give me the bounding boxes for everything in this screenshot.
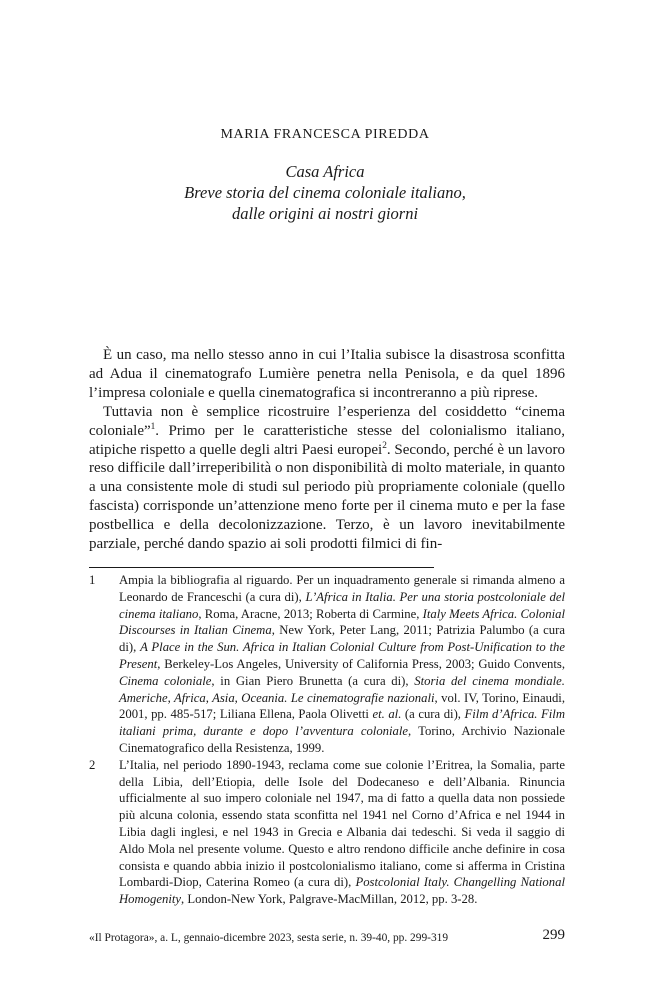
- paragraph-2: [89, 403, 565, 554]
- footnote-number: 1: [89, 573, 96, 587]
- paragraph-1: È un caso, ma nello stesso anno in cui l’Italia subisce la disastrosa sconfitta ad Adua il cinematografo Lumière penetra nella Penisola, e da quel 1896 l’impresa coloniale e quella cinematografica si incontreranno a più riprese.: [89, 347, 565, 401]
- footnote-work-title: Storia del cinema mondiale. Americhe, Africa, Asia, Oceania. Le cinematografie nazionali: [119, 673, 565, 705]
- body-text: [89, 346, 565, 554]
- footnote-number: 2: [89, 757, 96, 772]
- footnote-segment: , in Gian Piero Brunetta (a cura di),: [211, 673, 415, 688]
- footnote-work-title: Cinema coloniale: [119, 673, 212, 688]
- footnote-segment: , Torino, Archivio Nazionale Cinematografico della Resistenza, 1999.: [119, 724, 565, 755]
- footnote-text: [119, 757, 565, 908]
- footnotes: [89, 572, 565, 908]
- footnote-segment: , New York, Peter Lang, 2011; Patrizia Palumbo (a cura di),: [119, 623, 565, 655]
- author-name: MARIA FRANCESCA PIREDDA: [220, 127, 430, 142]
- paragraph-2-text-c: . Secondo, perché è un lavoro reso difficile dall’irreperibilità o non disponibilità di molto materiale, in quanto a una consistente mole di studi sul periodo più propriamente coloniale (quello fascista) corrisponde un’attenzione meno forte per il cinema muto e per la fase postbellica e della decolonizzazione. Terzo, è un lavoro inevitabilmente parziale, perché dando spazio ai soli prodotti filmici di fin-: [89, 441, 565, 553]
- footnote-1: [89, 572, 565, 757]
- running-footer: «Il Protagora», a. L, gennaio-dicembre 2023, sesta serie, n. 39-40, pp. 299-319: [89, 932, 449, 944]
- footnote-segment: , Berkeley-Los Angeles, University of California Press, 2003; Guido Convents,: [157, 656, 565, 671]
- footnote-ref-2[interactable]: 2: [382, 440, 387, 451]
- footnote-segment: Ampia la bibliografia al riguardo. Per un inquadramento generale si rimanda almeno a Leonardo de Franceschi (a cura di),: [119, 573, 565, 604]
- title-line-1: Casa Africa: [285, 162, 365, 181]
- page-number: 299: [542, 927, 565, 943]
- footnote-work-title: A Place in the Sun. Africa in Italian Colonial Culture from Post-Unification to the Present: [119, 640, 565, 671]
- footnote-segment: , London-New York, Palgrave-MacMillan, 2012, pp. 3-28.: [181, 892, 478, 907]
- footnote-work-title: Film d’Africa. Film italiani prima, durante e dopo l’avventura coloniale: [119, 707, 565, 739]
- paragraph-2-text-a: Tuttavia non è semplice ricostruire l’esperienza del cosiddetto “cinema coloniale”: [89, 403, 565, 439]
- footnote-segment: , Roma, Aracne, 2013; Roberta di Carmine,: [198, 606, 423, 621]
- footnote-ref-1[interactable]: 1: [150, 421, 156, 432]
- paragraph-2-text-b: . Primo per le caratteristiche stesse del colonialismo italiano, atipiche rispetto a quelle degli altri Paesi europei: [89, 422, 565, 458]
- footnote-divider: [89, 567, 434, 568]
- footnote-segment: , vol. IV, Torino, Einaudi, 2001, pp. 485-517; Liliana Ellena, Paola Olivetti: [119, 690, 566, 722]
- footnote-text: [119, 572, 565, 757]
- footnote-segment: (a cura di),: [401, 707, 465, 722]
- article-title: [0, 161, 650, 224]
- footnote-work-title: et. al.: [372, 707, 402, 722]
- footnote-work-title: L’Africa in Italia. Per una storia postcoloniale del cinema italiano: [119, 589, 565, 621]
- footnote-work-title: Italy Meets Africa. Colonial Discourses in Italian Cinema: [119, 606, 565, 638]
- title-line-3: dalle origini ai nostri giorni: [231, 204, 419, 223]
- footnote-work-title: Postcolonial Italy. Changelling National Homogenity: [119, 875, 565, 907]
- footnote-segment: L’Italia, nel periodo 1890-1943, reclama come sue colonie l’Eritrea, la Somalia, parte della Libia, dell’Etiopia, delle Isole del Dodecaneso e dell’Albania. Rinuncia ufficialmente al suo impero coloniale nel 1947, ma di fatto a quella data non possiede più alcuna colonia, essendo stata sconfitta nel 1941 nel Corno d’Africa e nel 1944 in Libia dagli inglesi, e nel 1943 in Grecia e Albania dai tedeschi. Si veda il saggio di Aldo Mola nel presente volume. Questo e altro rendono difficile anche definire in cosa consista e quando abbia inizio il postcolonialismo italiano, come si afferma in Cristina Lombardi-Diop, Caterina Romeo (a cura di),: [119, 757, 565, 890]
- footnote-2: [89, 757, 565, 908]
- title-line-2: Breve storia del cinema coloniale italiano,: [184, 183, 466, 202]
